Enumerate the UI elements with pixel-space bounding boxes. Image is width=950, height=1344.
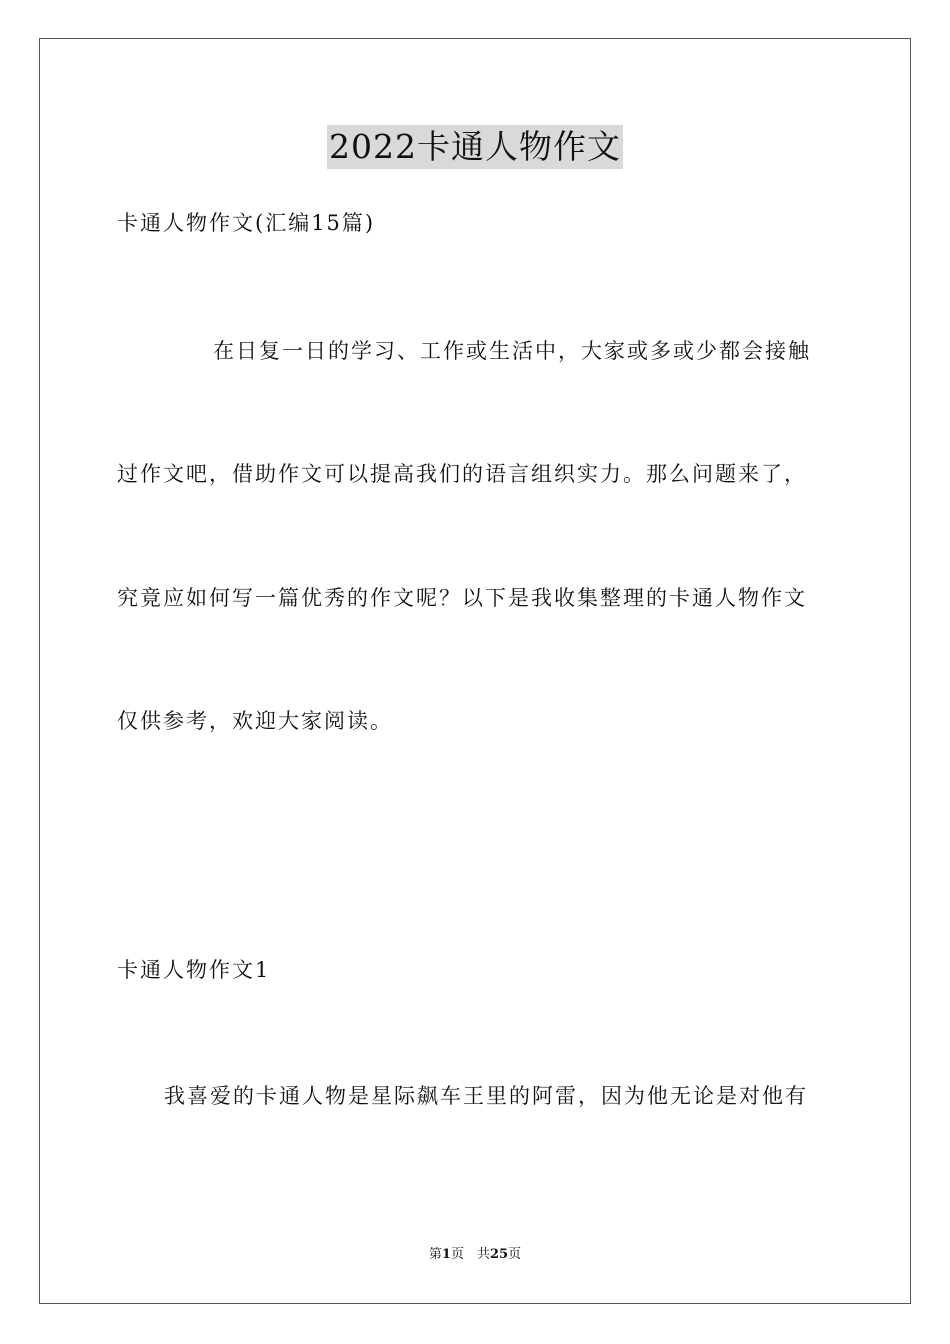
footer-current-page: 1: [441, 1247, 451, 1262]
footer-prefix: 第: [428, 1247, 442, 1262]
document-title: 2022卡通人物作文: [327, 125, 623, 169]
intro-line-4: 仅供参考，欢迎大家阅读。: [117, 709, 393, 733]
document-subtitle: 卡通人物作文(汇编15篇): [117, 211, 376, 235]
intro-line-1: 在日复一日的学习、工作或生活中，大家或多或少都会接触: [213, 339, 811, 363]
footer-suffix: 页: [508, 1247, 522, 1262]
title-container: [0, 125, 950, 169]
page-footer: [0, 1246, 950, 1264]
footer-total-pages: 25: [489, 1247, 509, 1262]
intro-line-3: 究竟应如何写一篇优秀的作文呢？以下是我收集整理的卡通人物作文: [117, 586, 807, 610]
footer-mid: 页 共: [450, 1247, 490, 1262]
section-heading: 卡通人物作文1: [117, 958, 271, 982]
section-paragraph-line: 我喜爱的卡通人物是星际飙车王里的阿雷，因为他无论是对他有: [164, 1084, 808, 1108]
intro-line-2: 过作文吧，借助作文可以提高我们的语言组织实力。那么问题来了，: [117, 462, 807, 486]
